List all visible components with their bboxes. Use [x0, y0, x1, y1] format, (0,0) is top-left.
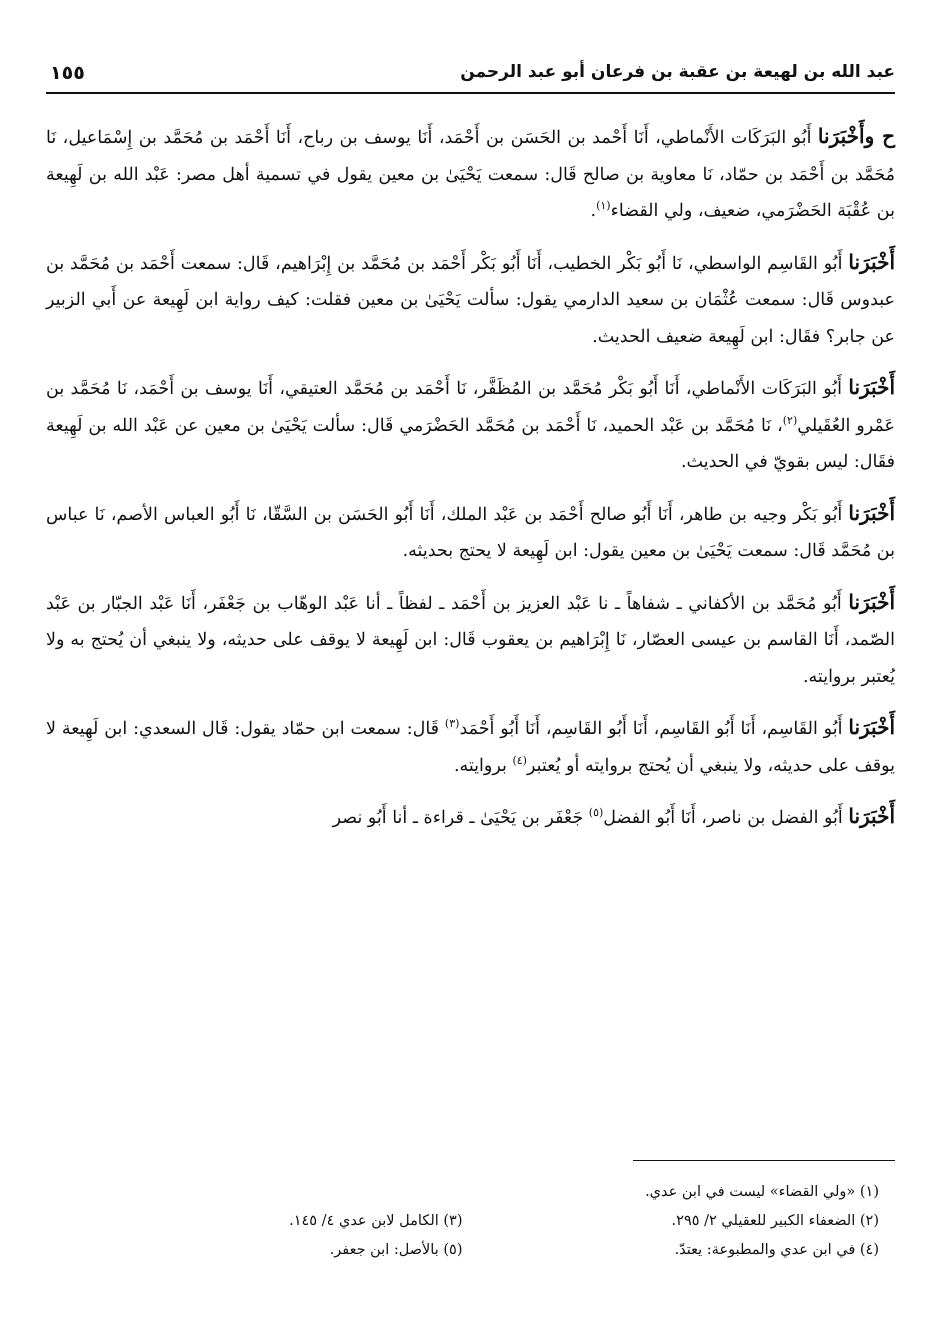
- chain-lead: أَخْبَرَنا: [848, 375, 895, 399]
- running-title: عبد الله بن لهيعة بن عقبة بن فرعان أبو عبد الرحمن: [460, 62, 895, 82]
- footnote-marker: (٥): [588, 806, 604, 820]
- footnote-1: (١) «ولي القضاء» ليست في ابن عدي.: [645, 1184, 879, 1200]
- main-text: [46, 118, 895, 851]
- footnote-5: (٥) بالأصل: ابن جعفر.: [329, 1242, 463, 1258]
- footnote-row: [46, 1207, 879, 1236]
- paragraph-2: [46, 244, 895, 356]
- paragraph-text: أَبُو مُحَمَّد بن الأكفاني ـ شفاهاً ـ نا عَبْد العزيز بن أَحْمَد ـ لفظاً ـ أنا عَبْد الوهّاب بن جَعْفَر، أَنَا عَبْد الجبّار بن عَبْد الصّمد، أَنَا القاسم بن عيسى العصّار، نَا إِبْرَاهيم بن يعقوب قَال: ابن لَهِيعة لا يوقف على حديثه، ولا ينبغي أن يُحتج به ولا يُعتبر بروايته.: [46, 593, 895, 687]
- footnote-3: (٣) الكامل لابن عدي ٤/ ١٤٥.: [289, 1213, 463, 1229]
- paragraph-tail: .: [590, 201, 597, 221]
- chain-lead: ح وأَخْبَرَنا: [817, 124, 896, 148]
- footnote-row: [46, 1178, 879, 1207]
- footnotes: [46, 1178, 879, 1265]
- paragraph-5: [46, 584, 895, 696]
- paragraph-text: أَبُو القَاسِم الواسطي، نَا أَبُو بَكْر الخطيب، أَنَا أَبُو بَكْر أَحْمَد بن مُحَمَّد بن إِبْرَاهيم، قَال: سمعت أَحْمَد بن مُحَمَّد بن عبدوس قَال: سمعت عُثْمَان بن سعيد الدارمي يقول: سألت يَحْيَىٰ بن معين فقلت: كيف رواية ابن لَهِيعة عن أَبي الزبير عن جابر؟ فقَال: ابن لَهِيعة ضعيف الحديث.: [46, 253, 895, 347]
- paragraph-1: [46, 118, 895, 230]
- footnote-row: [46, 1236, 879, 1265]
- footnote-marker: (١): [596, 199, 611, 213]
- paragraph-tail: ، نَا مُحَمَّد بن عَبْد الحميد، نَا أَحْمَد بن مُحَمَّد الحَضْرَمي قَال: سألت يَحْيَىٰ بن معين عن عَبْد الله بن لَهِيعة فقَال: ليس بقويّ في الحديث.: [46, 415, 895, 472]
- paragraph-text: أَبُو الفضل بن ناصر، أَنَا أَبُو الفضل: [603, 808, 849, 828]
- paragraph-text: أَبُو بَكْر وجيه بن طاهر، أَنَا أَبُو صالح أَحْمَد بن عَبْد الملك، أَنَا أَبُو الحَسَن بن السَّقّا، نَا أَبُو العباس الأصم، نَا عباس بن مُحَمَّد قَال: سمعت يَحْيَىٰ بن معين يقول: ابن لَهِيعة لا يحتج بحديثه.: [46, 504, 895, 561]
- chain-lead: أَخْبَرَنا: [848, 249, 895, 274]
- footnote-marker: (٣): [444, 717, 460, 731]
- paragraph-text: أَبُو البَرَكَات الأَنْماطي، أَنَا أَبُو بَكْر مُحَمَّد بن المُظَفَّر، نَا أَحْمَد بن مُحَمَّد العتيقي، أَنَا يوسف بن أَحْمَد، نَا مُحَمَّد بن عَمْرو العُقَيلي: [46, 379, 895, 436]
- paragraph-6: [46, 709, 895, 784]
- page-number: ١٥٥: [50, 62, 85, 84]
- footnote-marker: (٢): [782, 413, 798, 427]
- paragraph-7: [46, 798, 895, 837]
- footnote-marker: (٤): [512, 753, 527, 767]
- footnote-divider: [633, 1160, 895, 1161]
- page-header: [46, 58, 895, 94]
- paragraph-tail: بروايته.: [453, 755, 513, 776]
- paragraph-text: أَبُو القَاسِم، أَنَا أَبُو القَاسِم، أَنَا أَبُو القَاسِم، أَنَا أَبُو أَحْمَد: [459, 719, 849, 739]
- chain-lead: أَخْبَرَنا: [848, 804, 895, 828]
- chain-lead: أَخْبَرَنا: [848, 715, 895, 739]
- paragraph-4: [46, 495, 895, 570]
- chain-lead: أَخْبَرَنا: [848, 500, 895, 525]
- footnote-4: (٤) في ابن عدي والمطبوعة: يعتدّ.: [674, 1242, 879, 1258]
- footnote-2: (٢) الضعفاء الكبير للعقيلي ٢/ ٢٩٥.: [671, 1213, 879, 1229]
- paragraph-text: أَبُو البَرَكَات الأَنْماطي، أَنَا أَحْمد بن الحَسَن بن أَحْمَد، أَنَا يوسف بن رباح، أَنَا أَحْمَد بن مُحَمَّد بن إِسْمَاعيل، نَا مُحَمَّد بن أَحْمَد بن حمّاد، نَا معاوية بن صالح قَال: سمعت يَحْيَىٰ بن معين يقول في تسمية أهل مصر: عَبْد الله بن لَهِيعة بن عُقْبَة الحَضْرَمي، ضعيف، ولي القضاء: [46, 128, 895, 221]
- paragraph-3: [46, 369, 895, 481]
- paragraph-tail: قَال: سمعت ابن حمّاد يقول: قَال السعدي: ابن لَهِيعة لا يوقف على حديثه، ولا ينبغي أن يُحتج بروايته أو يُعتبر: [46, 719, 895, 776]
- paragraph-tail: جَعْفَر بن يَحْيَىٰ ـ قراءة ـ أنا أَبُو نصر: [332, 808, 589, 828]
- chain-lead: أَخْبَرَنا: [848, 589, 895, 614]
